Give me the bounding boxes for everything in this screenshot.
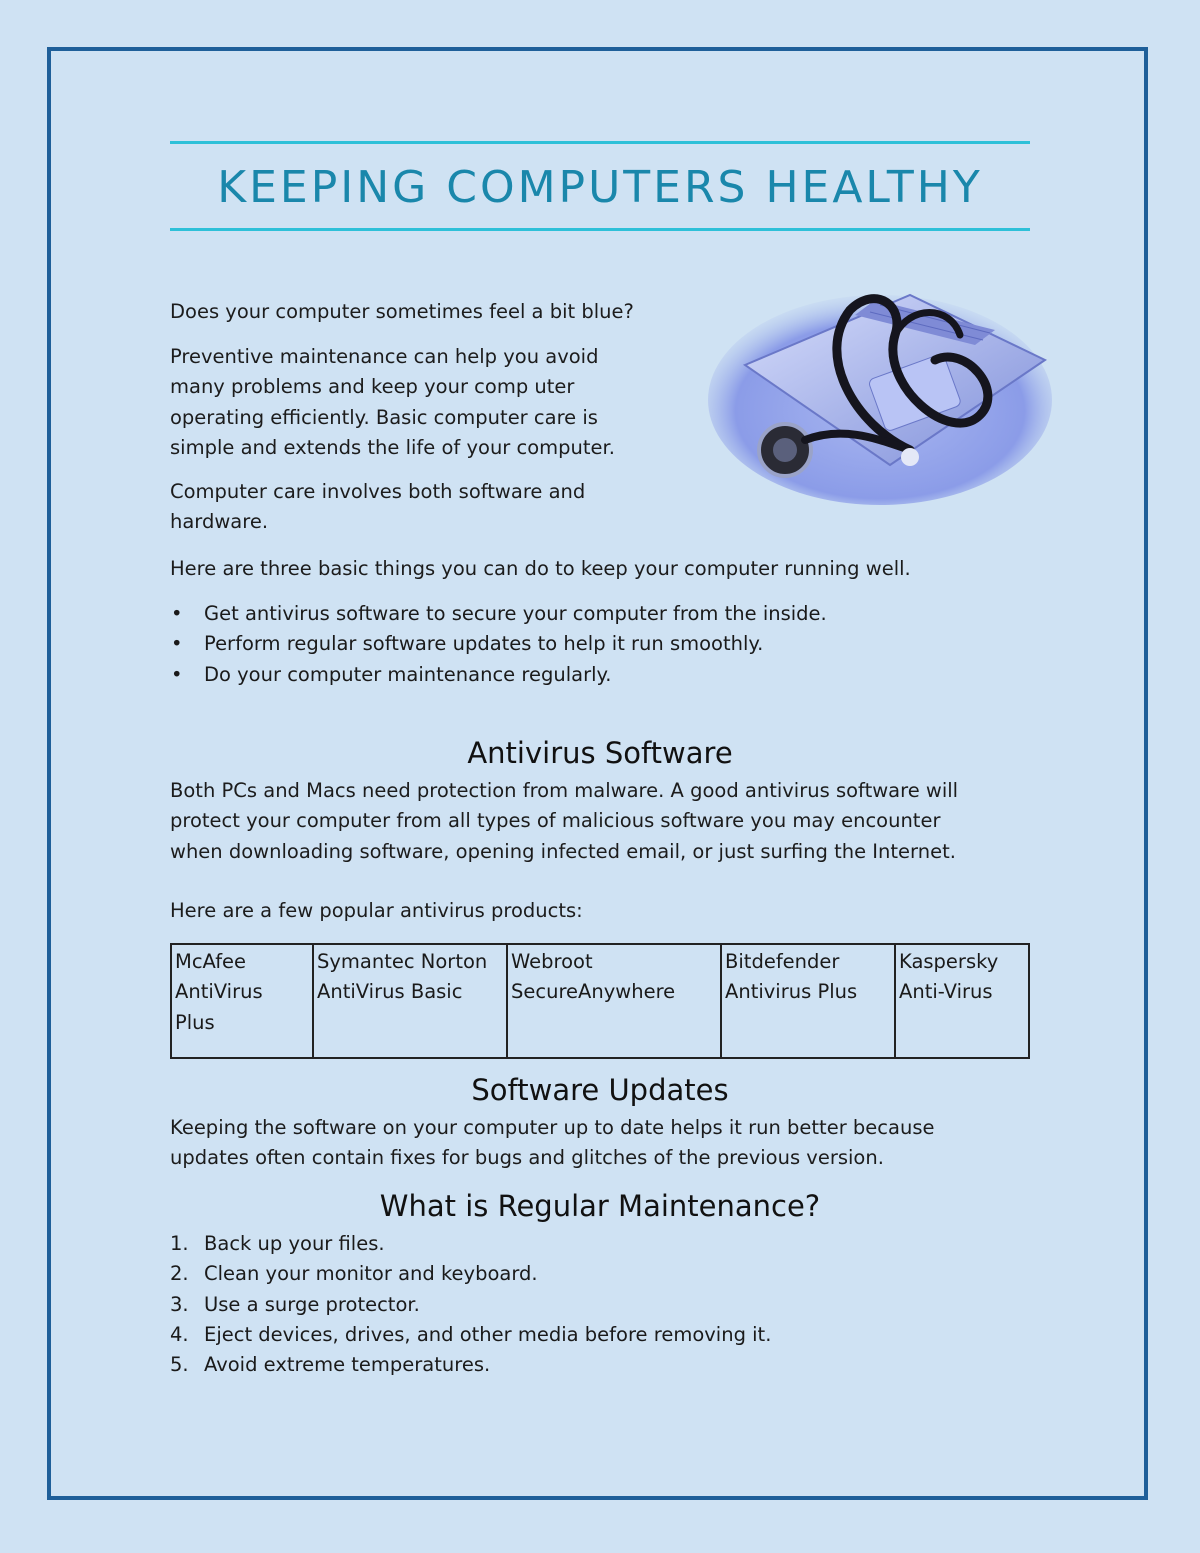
intro-paragraph-1 (170, 342, 615, 463)
text-line: Keeping the software on your computer up to date helps it run better because (170, 1116, 935, 1139)
antivirus-body (170, 776, 958, 867)
text-line: operating efficiently. Basic computer care is (170, 405, 598, 429)
product-cell: Bitdefender Antivirus Plus (721, 944, 895, 1058)
list-item: • Do your computer maintenance regularly. (170, 660, 827, 690)
title-block (170, 141, 1030, 231)
intro-bullet-list (170, 599, 827, 690)
intro-lead: Here are three basic things you can do to keep your computer running well. (170, 557, 911, 580)
list-item: • Get antivirus software to secure your computer from the inside. (170, 599, 827, 629)
bullet-icon: • (171, 662, 183, 686)
products-table (170, 943, 1030, 1059)
list-item: 2. Clean your monitor and keyboard. (170, 1262, 538, 1286)
maintenance-list (170, 1229, 771, 1380)
products-intro: Here are a few popular antivirus products: (170, 899, 583, 922)
list-item: 3. Use a surge protector. (170, 1292, 420, 1316)
table-row (171, 944, 1029, 1058)
list-item: 5. Avoid extreme temperatures. (170, 1353, 491, 1377)
text-line: protect your computer from all types of malicious software you may encounter (170, 809, 941, 833)
text-line: many problems and keep your comp uter (170, 375, 575, 399)
product-cell: Kaspersky Anti-Virus (895, 944, 1029, 1058)
text-line: simple and extends the life of your computer. (170, 435, 615, 459)
updates-body (170, 1113, 934, 1174)
product-cell: Symantec Norton AntiVirus Basic (313, 944, 507, 1058)
intro-question: Does your computer sometimes feel a bit blue? (170, 300, 634, 323)
updates-heading: Software Updates (471, 1073, 729, 1107)
product-cell: McAfee AntiVirus Plus (171, 944, 313, 1058)
maintenance-heading: What is Regular Maintenance? (379, 1189, 821, 1223)
text-line: updates often contain fixes for bugs and glitches of the previous version. (170, 1146, 884, 1170)
page-title: KEEPING COMPUTERS HEALTHY (217, 162, 983, 213)
laptop-stethoscope-image (705, 275, 1055, 510)
text-line: hardware. (170, 510, 269, 534)
text-line: Computer care involves both software and (170, 480, 586, 503)
text-line: Preventive maintenance can help you avoid (170, 345, 599, 368)
text-line: when downloading software, opening infected email, or just surfing the Internet. (170, 839, 956, 863)
antivirus-heading: Antivirus Software (467, 736, 733, 770)
list-item: • Perform regular software updates to help it run smoothly. (170, 629, 827, 659)
product-cell: Webroot SecureAnywhere (507, 944, 721, 1058)
list-item: 1. Back up your files. (170, 1232, 385, 1255)
bullet-icon: • (171, 602, 183, 625)
intro-paragraph-2 (170, 477, 585, 538)
bullet-icon: • (171, 632, 183, 656)
list-item: 4. Eject devices, drives, and other media before removing it. (170, 1322, 772, 1346)
text-line: Both PCs and Macs need protection from malware. A good antivirus software will (170, 779, 959, 802)
